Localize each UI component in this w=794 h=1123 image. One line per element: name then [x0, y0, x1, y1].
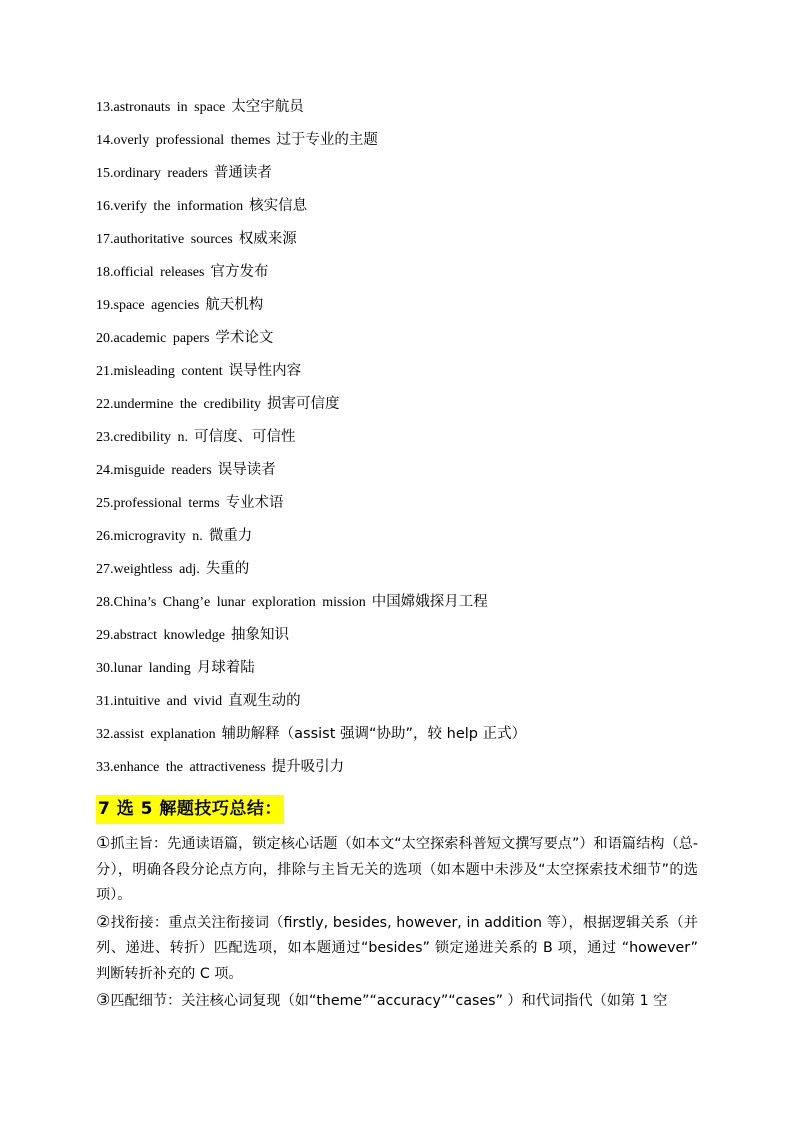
vocab-chinese: 误导读者	[217, 462, 276, 478]
vocab-chinese: 抽象知识	[230, 627, 289, 643]
vocab-chinese: 太空宇航员	[231, 99, 304, 115]
vocab-item	[96, 721, 716, 754]
vocab-chinese: 月球着陆	[196, 660, 255, 676]
vocab-english: 16.verify the information	[96, 199, 244, 214]
vocab-item	[96, 259, 716, 292]
vocab-item	[96, 523, 716, 556]
vocab-english: 25.professional terms	[96, 496, 220, 511]
vocab-chinese: 损害可信度	[267, 396, 340, 412]
vocab-english: 13.astronauts in space	[96, 100, 226, 115]
vocab-english: 31.intuitive and vivid	[96, 694, 223, 709]
tip-number: ②	[96, 911, 111, 931]
vocab-item	[96, 655, 716, 688]
vocab-english: 33.enhance the attractiveness	[96, 760, 266, 775]
vocab-chinese: 可信度、可信性	[194, 429, 296, 445]
vocab-english: 20.academic papers	[96, 331, 210, 346]
vocab-chinese: 辅助解释（assist 强调“协助”，较 help 正式）	[221, 726, 527, 742]
vocab-item	[96, 127, 716, 160]
vocab-item	[96, 94, 716, 127]
vocab-chinese: 权威来源	[238, 231, 297, 247]
vocab-item	[96, 556, 716, 589]
vocab-item	[96, 754, 716, 787]
vocab-item	[96, 424, 716, 457]
vocab-item	[96, 622, 716, 655]
tip-text: 抓主旨：先通读语篇，锁定核心话题（如本文“太空探索科普短文撰写要点”）和语篇结构（总-分），明确各段分论点方向，排除与主旨无关的选项（如本题中未涉及“太空探索技术细节”的选项）。	[96, 836, 699, 903]
vocab-english: 22.undermine the credibility	[96, 397, 262, 412]
vocab-english: 32.assist explanation	[96, 727, 216, 742]
vocab-english: 19.space agencies	[96, 298, 200, 313]
tip-paragraph	[96, 830, 698, 909]
vocab-item	[96, 391, 716, 424]
tips-list	[96, 830, 698, 1015]
vocab-item	[96, 193, 716, 226]
vocab-english: 30.lunar landing	[96, 661, 191, 676]
vocab-english: 26.microgravity n.	[96, 529, 203, 544]
section-heading: 7 选 5 解题技巧总结：	[96, 795, 284, 824]
vocab-item	[96, 226, 716, 259]
vocab-english: 14.overly professional themes	[96, 133, 271, 148]
tip-text: 找衔接：重点关注衔接词（firstly, besides, however, in addition 等），根据逻辑关系（并列、递进、转折）匹配选项，如本题通过“besides” 锁定递进关系的 B 项，通过 “however” 判断转折补充的 C 项。	[96, 914, 698, 982]
vocab-item	[96, 292, 716, 325]
vocab-chinese: 普通读者	[213, 165, 272, 181]
vocab-english: 18.official releases	[96, 265, 205, 280]
vocab-item	[96, 490, 716, 523]
vocab-chinese: 误导性内容	[228, 363, 302, 379]
vocab-chinese: 学术论文	[215, 330, 274, 346]
vocab-chinese: 官方发布	[210, 264, 269, 280]
vocab-item	[96, 457, 716, 490]
vocab-item	[96, 358, 716, 391]
vocab-item	[96, 688, 716, 721]
vocab-english: 29.abstract knowledge	[96, 628, 225, 643]
vocab-chinese: 航天机构	[205, 297, 264, 313]
vocab-chinese: 微重力	[208, 528, 253, 544]
tip-paragraph	[96, 909, 698, 988]
vocabulary-list	[96, 94, 716, 787]
tip-paragraph	[96, 987, 698, 1015]
vocab-chinese: 直观生动的	[228, 693, 301, 709]
vocab-item	[96, 325, 716, 358]
vocab-chinese: 中国嫦娥探月工程	[371, 594, 488, 610]
vocab-item	[96, 589, 716, 622]
vocab-chinese: 专业术语	[225, 495, 284, 511]
tip-number: ①	[96, 833, 111, 852]
vocab-item	[96, 160, 716, 193]
vocab-english: 17.authoritative sources	[96, 232, 233, 247]
vocab-chinese: 失重的	[205, 561, 250, 577]
vocab-english: 28.China’s Chang’e lunar exploration mission	[96, 595, 366, 610]
vocab-english: 15.ordinary readers	[96, 166, 208, 181]
tip-text: 匹配细节：关注核心词复现（如“theme”“accuracy”“cases” ）和代词指代（如第 1 空	[110, 993, 668, 1009]
vocab-english: 27.weightless adj.	[96, 562, 200, 577]
vocab-chinese: 过于专业的主题	[276, 132, 378, 148]
vocab-english: 24.misguide readers	[96, 463, 212, 478]
tip-number: ③	[96, 990, 111, 1009]
vocab-chinese: 提升吸引力	[271, 759, 345, 775]
vocab-chinese: 核实信息	[249, 198, 308, 214]
vocab-english: 21.misleading content	[96, 364, 223, 379]
vocab-english: 23.credibility n.	[96, 430, 189, 445]
